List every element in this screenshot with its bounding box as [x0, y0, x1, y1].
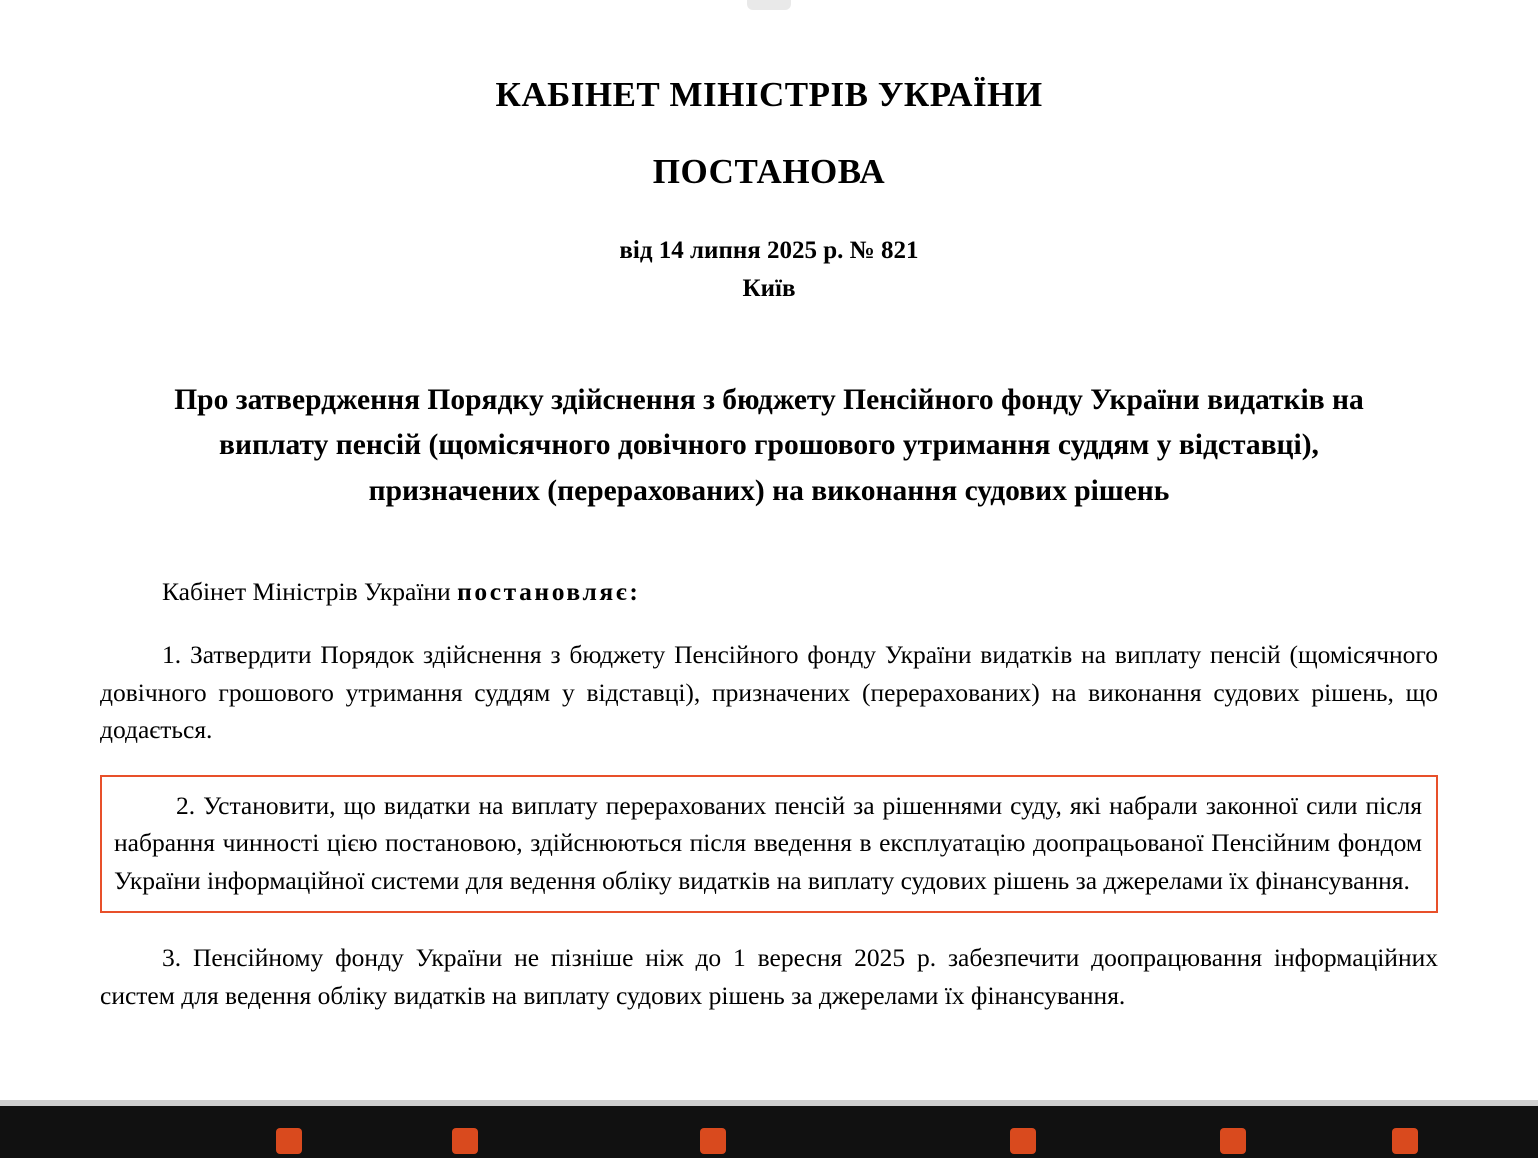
viewer-notch — [747, 0, 791, 10]
viewer-top-strip — [0, 0, 1538, 14]
lead-emphasis: постановляє: — [457, 576, 641, 606]
lead-paragraph — [100, 573, 1438, 610]
paragraph-1: 1. Затвердити Порядок здійснення з бюджету Пенсійного фонду України видатків на виплату пенсій (щомісячного довічного грошового утримання суддям у відставці), призначених (перерахованих) на виконання судових рішень, що додається. — [100, 640, 1438, 745]
document-city: Київ — [742, 275, 796, 303]
document-heading: Про затвердження Порядку здійснення з бюджету Пенсійного фонду України видатків на виплату пенсій (щомісячного довічного грошового утримання суддям у відставці), призначених (перерахованих) на виконання судових рішень — [174, 383, 1364, 507]
document-type: ПОСТАНОВА — [652, 151, 886, 191]
highlighter-icon[interactable] — [452, 1128, 478, 1154]
paragraph-3: 3. Пенсійному фонду України не пізніше ніж до 1 вересня 2025 р. забезпечити доопрацювання інформаційних систем для ведення обліку видатків на виплату судових рішень за джерелами їх фінансування. — [100, 943, 1438, 1010]
highlight-annotation-box — [100, 775, 1438, 913]
page-title: КАБІНЕТ МІНІСТРІВ УКРАЇНИ — [495, 75, 1043, 114]
text-icon[interactable] — [700, 1128, 726, 1154]
document-date-number: від 14 липня 2025 р. № 821 — [619, 237, 919, 264]
lead-prefix: Кабінет Міністрів України — [162, 576, 458, 606]
more-icon[interactable] — [1392, 1128, 1418, 1154]
paragraph-2: 2. Установити, що видатки на виплату перерахованих пенсій за рішеннями суду, які набрали законної сили після набрання чинності цією постановою, здійснюються після введення в експлуатацію доопрацьованої Пенсійним фондом України інформаційної системи для ведення обліку видатків на виплату судових рішень за джерелами їх фінансування. — [114, 790, 1422, 895]
page-bottom-edge — [0, 1100, 1538, 1106]
eraser-icon[interactable] — [1220, 1128, 1246, 1154]
shapes-icon[interactable] — [1010, 1128, 1036, 1154]
viewer-toolbar — [0, 1106, 1538, 1158]
pen-icon[interactable] — [276, 1128, 302, 1154]
document-page — [0, 14, 1538, 1106]
